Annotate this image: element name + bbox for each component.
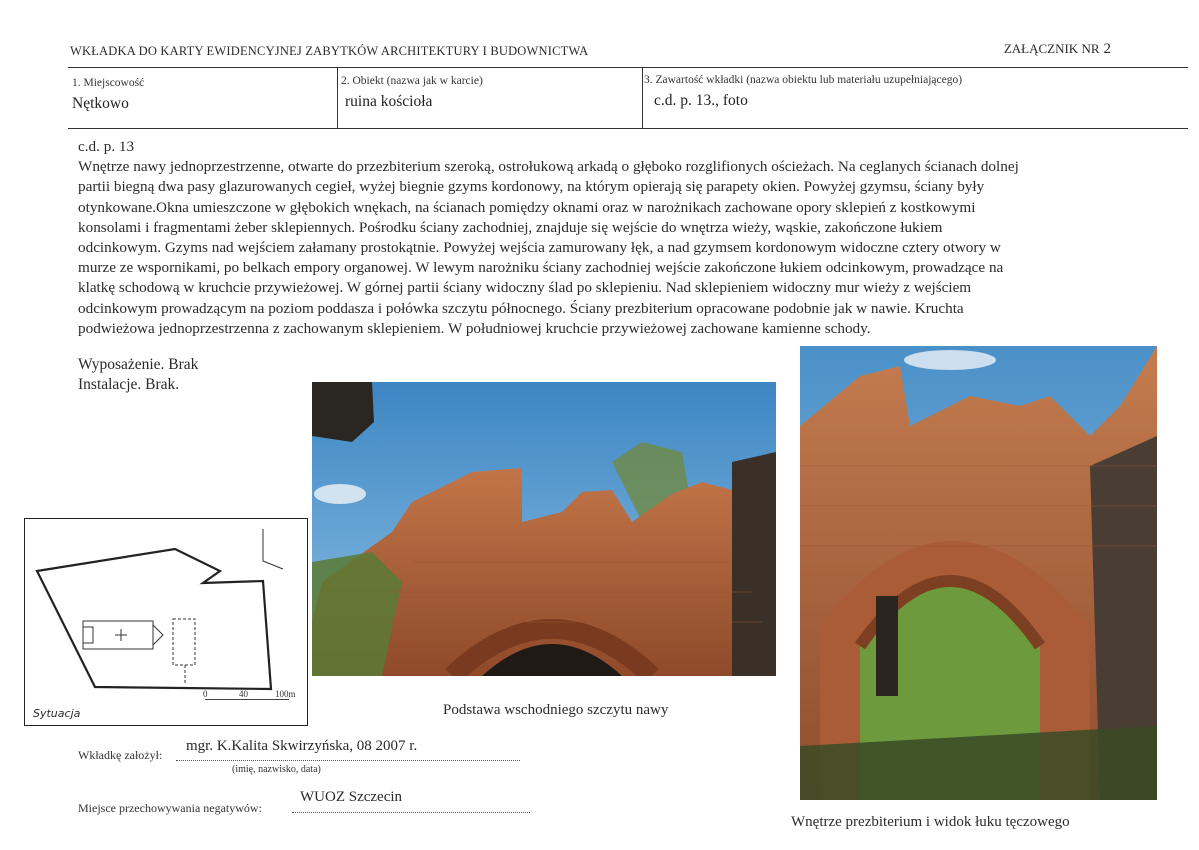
scale-bar xyxy=(205,689,297,711)
field-label-object: 2. Obiekt (nazwa jak w karcie) xyxy=(341,75,483,87)
scale-end: 100m xyxy=(275,689,296,699)
author-label: Wkładkę założył: xyxy=(78,748,163,762)
photo-caption-2: Wnętrze prezbiterium i widok łuku tęczowego xyxy=(791,814,1070,830)
annex-number: 2 xyxy=(1103,41,1111,57)
scale-start: 0 xyxy=(203,689,208,699)
description-line: konsolami i fragmentami żeber sklepiennych. Pośrodku ściany zachodniej, znajduje się wejście do wnętrza wieży, wąskie, zakończone łukiem xyxy=(78,218,943,236)
equipment-note: Wyposażenie. Brak xyxy=(78,356,199,373)
table-bottom-rule xyxy=(68,128,1188,129)
storage-label: Miejsce przechowywania negatywów: xyxy=(78,801,262,815)
description-line: odcinkowym prowadzącym na poziom poddasza i połówka szczytu północnego. Ściany prezbiterium opracowane podobnie jak w nawie. Kruchta xyxy=(78,299,964,317)
storage-value: WUOZ Szczecin xyxy=(300,789,403,805)
table-top-rule xyxy=(68,67,1188,68)
description-text xyxy=(78,137,1158,339)
storage-dotline xyxy=(292,812,530,813)
author-dotline xyxy=(176,760,520,761)
form-title: WKŁADKA DO KARTY EWIDENCYJNEJ ZABYTKÓW ARCHITEKTURY I BUDOWNICTWA xyxy=(70,44,589,58)
annex-label xyxy=(1004,41,1111,58)
field-label-place: 1. Miejscowość xyxy=(72,77,145,89)
photo-caption-1: Podstawa wschodniego szczytu nawy xyxy=(443,702,669,718)
situation-sketch xyxy=(24,518,308,726)
description-line: podwieżowa jednoprzestrzenna z zachowanym sklepieniem. W południowej kruchcie przywieżowej zachowane kamienne schody. xyxy=(78,319,871,337)
description-line: Wnętrze nawy jednoprzestrzenne, otwarte do przezbiterium szeroką, ostrołukową arkadą o głęboko rozglifionych ościeżach. Na ceglanych ścianach dolnej xyxy=(78,158,1019,176)
installations-note: Instalacje. Brak. xyxy=(78,376,180,393)
author-hint: (imię, nazwisko, data) xyxy=(232,764,321,775)
sketch-label: Sytuacja xyxy=(33,707,81,720)
field-value-content: c.d. p. 13., foto xyxy=(654,92,748,109)
description-line: odcinkowym. Gzyms nad wejściem załamany prostokątnie. Powyżej wejścia zamurowany łęk, a nad gzymsem kordonowym widoczne cztery otwory w xyxy=(78,239,1001,257)
annex-label-text: ZAŁĄCZNIK NR xyxy=(1003,41,1100,56)
table-divider-2 xyxy=(642,68,643,129)
field-value-object: ruina kościoła xyxy=(345,93,433,110)
author-value: mgr. K.Kalita Skwirzyńska, 08 2007 r. xyxy=(186,738,418,754)
ruin-presbytery-photo-icon xyxy=(800,346,1157,800)
description-line: partii biegną dwa pasy glazurowanych cegieł, wyżej biegnie gzyms kordonowy, na którym opierają się parapety okien. Powyżej gzymsu, ściany były xyxy=(78,178,985,196)
description-line: murze ze wspornikami, po belkach empory organowej. W lewym narożniku ściany zachodniej wejście zakończone łukiem odcinkowym, prowadzące na xyxy=(78,259,1004,277)
table-divider-1 xyxy=(337,68,338,129)
field-value-place: Nętkowo xyxy=(72,95,129,112)
ruin-gable-photo-icon xyxy=(312,382,776,676)
photo-presbytery xyxy=(800,346,1157,800)
photo-east-gable xyxy=(312,382,776,676)
field-label-content: 3. Zawartość wkładki (nazwa obiektu lub materiału uzupełniającego) xyxy=(644,74,963,86)
scale-mid: 40 xyxy=(239,689,248,699)
description-line: klatkę schodową w kruchcie przywieżowej. W górnej partii ściany widoczny ślad po sklepieniu. Nad sklepieniem widoczny mur wieży z wejściem xyxy=(78,279,972,297)
continuation-line: c.d. p. 13 xyxy=(78,138,135,155)
side-notes xyxy=(78,355,198,395)
description-line: otynkowane.Okna umieszczone w głębokich wnękach, na ścianach pomiędzy oknami oraz w narożnikach zachowane opory sklepień z kostkowymi xyxy=(78,198,976,216)
